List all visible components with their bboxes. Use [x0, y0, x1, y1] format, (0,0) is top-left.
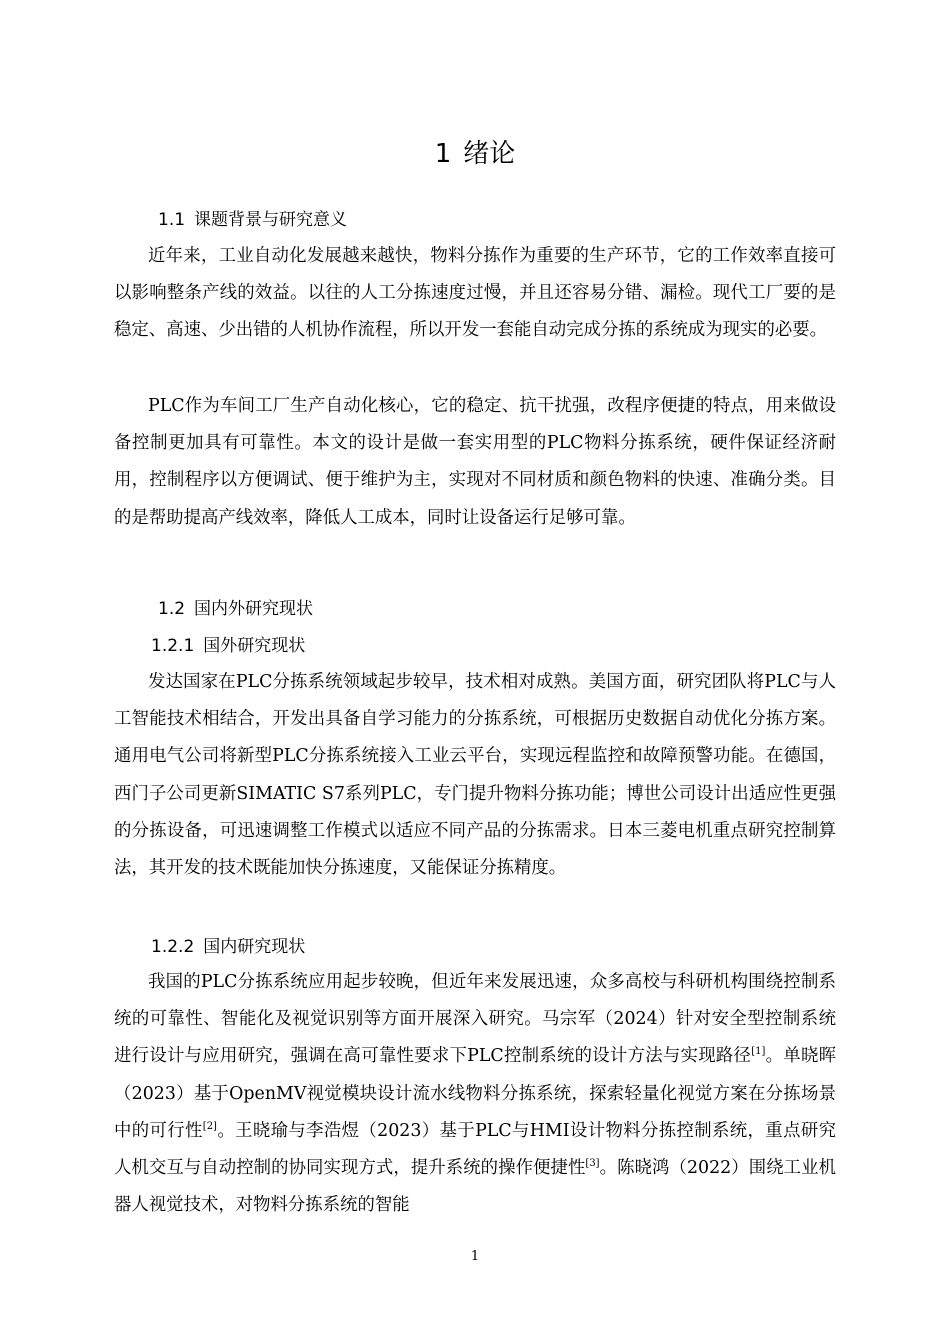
paragraph-domestic-research: [114, 964, 836, 1224]
citation-2: [2]: [202, 1120, 217, 1132]
subsection-title: 国内研究现状: [203, 937, 306, 957]
subsection-number: 1.2.2: [151, 937, 195, 957]
domestic-text-4: 。陈晓鸿（2022）围绕工业机器人视觉技术，对物料分拣系统的智能: [114, 1158, 836, 1216]
paragraph-foreign-research: 发达国家在PLC分拣系统领域起步较早，技术相对成熟。美国方面，研究团队将PLC与人工智能技术相结合，开发出具备自学习能力的分拣系统，可根据历史数据自动优化分拣方案。通用电气公司将新型PLC分拣系统接入工业云平台，实现远程监控和故障预警功能。在德国，西门子公司更新SIMATIC S7系列PLC，专门提升物料分拣功能；博世公司设计出适应性更强的分拣设备，可迅速调整工作模式以适应不同产品的分拣需求。日本三菱电机重点研究控制算法，其开发的技术既能加快分拣速度，又能保证分拣精度。: [114, 672, 836, 879]
subsection-number: 1.2.1: [151, 636, 195, 656]
citation-3: [3]: [585, 1158, 600, 1170]
chapter-title: [0, 134, 950, 174]
section-title: 课题背景与研究意义: [194, 210, 348, 230]
subsection-heading-1-2-2: [151, 934, 305, 960]
citation-1: [1]: [751, 1046, 766, 1058]
section-title: 国内外研究现状: [194, 599, 314, 619]
section-number: 1.1: [158, 210, 186, 230]
paragraph-background-1: 近年来，工业自动化发展越来越快，物料分拣作为重要的生产环节，它的工作效率直接可以影响整条产线的效益。以往的人工分拣速度过慢，并且还容易分错、漏检。现代工厂要的是稳定、高速、少出错的人机协作流程，所以开发一套能自动完成分拣的系统成为现实的必要。: [114, 246, 836, 341]
chapter-number: 1: [434, 139, 452, 169]
section-number: 1.2: [158, 599, 186, 619]
paragraph-background-2: PLC作为车间工厂生产自动化核心，它的稳定、抗干扰强，改程序便捷的特点，用来做设备控制更加具有可靠性。本文的设计是做一套实用型的PLC物料分拣系统，硬件保证经济耐用，控制程序以方便调试、便于维护为主，实现对不同材质和颜色物料的快速、准确分类。目的是帮助提高产线效率，降低人工成本，同时让设备运行足够可靠。: [114, 396, 836, 528]
domestic-text-2: 。单晓晖（2023）基于OpenMV视觉模块设计流水线物料分拣系统，探索轻量化视觉方案在分拣场景中的可行性: [114, 1046, 836, 1141]
chapter-title-text: 绪论: [463, 139, 516, 169]
section-heading-1-2: [158, 596, 313, 622]
domestic-text-3: 。王晓瑜与李浩煜（2023）基于PLC与HMI设计物料分拣控制系统，重点研究人机交互与自动控制的协同实现方式，提升系统的操作便捷性: [114, 1120, 836, 1179]
subsection-heading-1-2-1: [151, 633, 305, 659]
section-heading-1-1: [158, 207, 347, 233]
domestic-text-1: 我国的PLC分拣系统应用起步较晚，但近年来发展迅速，众多高校与科研机构围绕控制系统的可靠性、智能化及视觉识别等方面开展深入研究。马宗军（2024）针对安全型控制系统进行设计与应用研究，强调在高可靠性要求下PLC控制系统的设计方法与实现路径: [114, 972, 836, 1067]
subsection-title: 国外研究现状: [203, 636, 306, 656]
page-number: 1: [470, 1249, 480, 1264]
